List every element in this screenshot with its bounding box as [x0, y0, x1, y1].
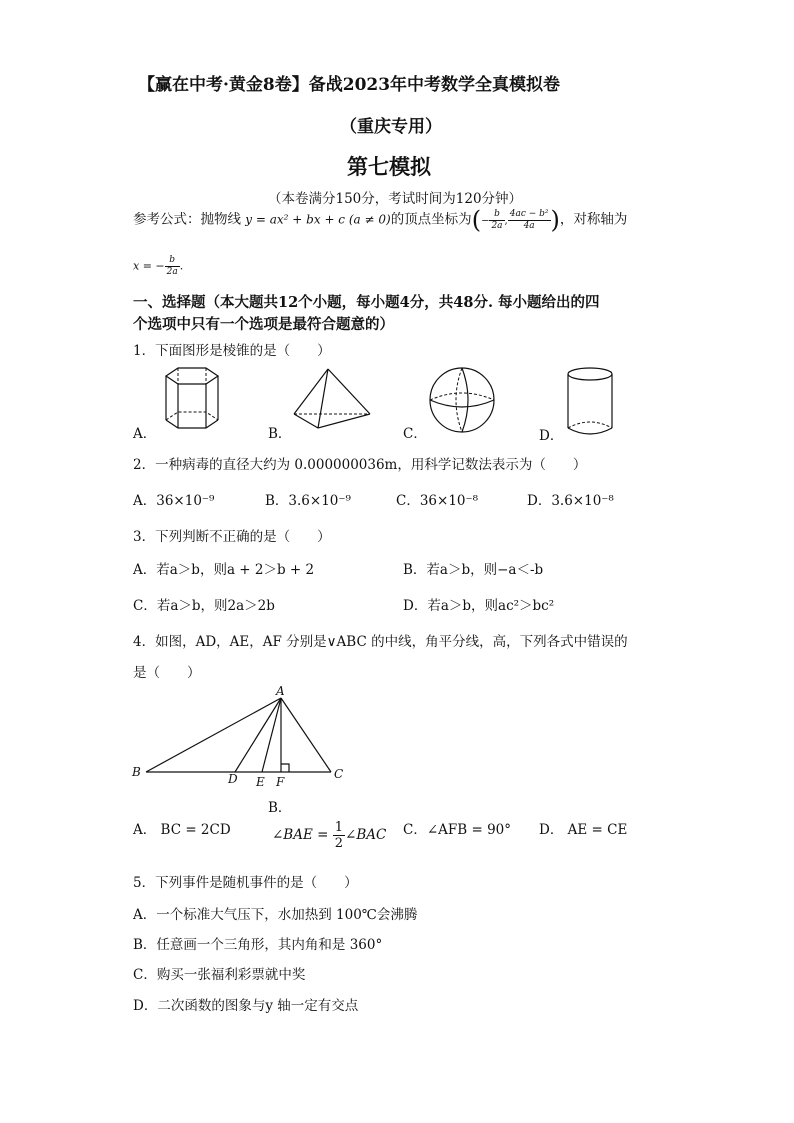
q4-option-b[interactable]: ∠BAE = $\frac{1}{2}$ ∠BAC — [272, 820, 387, 851]
q4-stem: 4．如图，AD，AE，AF 分别是∨ABC 的中线，角平分线，高，下列各式中错误的 — [133, 634, 628, 650]
label-point-f: F — [276, 775, 285, 789]
q2-option-b[interactable]: B．3.6×10⁻⁹ — [265, 493, 351, 509]
label-point-c: C — [334, 767, 344, 781]
exam-subtitle: 第七模拟 — [347, 154, 431, 179]
q3-option-d[interactable]: D．若a＞b，则ac²＞bc² — [403, 598, 555, 614]
formula-mid: 的顶点坐标为 — [390, 211, 472, 228]
parabola-equation: y = ax² + bx + c (a ≠ 0) — [245, 212, 391, 227]
document-title-region: （重庆专用） — [340, 117, 442, 137]
q5-option-c[interactable]: C．购买一张福利彩票就中奖 — [133, 967, 306, 983]
vertex-y-fraction: $\frac{\text{4ac − b²}}{4a}$ — [509, 208, 549, 231]
q3-stem: 3．下列判断不正确的是（ ） — [133, 529, 331, 545]
label-point-b: B — [132, 765, 141, 779]
q4-stem-cont: 是（ ） — [133, 665, 201, 681]
q2-option-d[interactable]: D．3.6×10⁻⁸ — [527, 493, 614, 509]
cylinder-figure — [564, 366, 616, 438]
side-ab — [146, 698, 281, 772]
label-point-e: E — [256, 775, 265, 789]
q5-option-a[interactable]: A．一个标准大气压下，水加热到 100℃会沸腾 — [133, 907, 418, 923]
formula-suffix: ，对称轴为 — [559, 211, 628, 228]
q2-stem: 2．一种病毒的直径大约为 0.000000036m，用科学记数法表示为（ ） — [133, 457, 587, 473]
label-point-d: D — [228, 772, 238, 786]
q4-option-b-label[interactable]: B． — [268, 800, 292, 816]
q4-option-a[interactable]: A． BC = 2CD — [133, 822, 231, 838]
q1-option-d[interactable]: D． — [539, 428, 564, 444]
q1-option-a[interactable]: A． — [133, 426, 157, 442]
axis-of-symmetry: x = − $\frac{b}{2a}$ . — [133, 255, 184, 277]
section-heading: 一、选择题（本大题共12个小题，每小题4分，共48分. 每小题给出的四 — [133, 294, 600, 311]
q1-stem: 1．下面图形是棱锥的是（ ） — [133, 343, 331, 359]
side-ac — [281, 698, 331, 772]
vertex-x-fraction: $\frac{b}{2a}$ — [491, 208, 503, 231]
q5-option-b[interactable]: B．任意画一个三角形，其内角和是 360° — [133, 937, 383, 953]
sphere-figure — [426, 364, 498, 436]
triangle-abc-figure — [128, 680, 358, 790]
q1-option-b[interactable]: B． — [268, 426, 292, 442]
pyramid-figure — [290, 366, 374, 430]
document-title: 【赢在中考·黄金8卷】备战2023年中考数学全真模拟卷 — [138, 75, 561, 95]
q5-option-d[interactable]: D．二次函数的图象与y 轴一定有交点 — [133, 998, 359, 1014]
right-angle-mark — [281, 764, 289, 772]
q5-stem: 5．下列事件是随机事件的是（ ） — [133, 875, 358, 891]
q3-option-a[interactable]: A．若a＞b，则a + 2＞b + 2 — [133, 562, 315, 578]
q4-option-d[interactable]: D． AE = CE — [539, 822, 628, 838]
bisector-ae — [262, 698, 281, 772]
median-ad — [235, 698, 281, 772]
q2-option-a[interactable]: A．36×10⁻⁹ — [133, 493, 215, 509]
paren-open: ( — [471, 206, 482, 234]
label-point-a: A — [276, 684, 285, 698]
q3-option-b[interactable]: B．若a＞b，则−a＜-b — [403, 562, 544, 578]
q1-option-c[interactable]: C． — [403, 426, 427, 442]
q3-option-c[interactable]: C．若a＞b，则2a＞2b — [133, 598, 275, 614]
q4-option-c[interactable]: C．∠AFB = 90° — [403, 822, 511, 838]
paren-close: ) — [550, 206, 560, 234]
hexagonal-prism-figure — [158, 364, 228, 434]
reference-formula: 参考公式：抛物线 y = ax² + bx + c (a ≠ 0)的顶点坐标为(− $\frac{b}{2a}$ , $\frac{\text{4ac − b²}}{4a}$ )，对称轴为 — [133, 206, 628, 234]
section-heading-cont: 个选项中只有一个选项是最符合题意的） — [133, 316, 394, 333]
axis-fraction: $\frac{b}{2a}$ — [166, 255, 178, 277]
exam-info: （本卷满分150分，考试时间为120分钟） — [268, 191, 523, 207]
half-fraction: $\frac{1}{2}$ — [334, 820, 344, 851]
q2-option-c[interactable]: C．36×10⁻⁸ — [396, 493, 479, 509]
formula-prefix: 参考公式：抛物线 — [133, 211, 241, 228]
